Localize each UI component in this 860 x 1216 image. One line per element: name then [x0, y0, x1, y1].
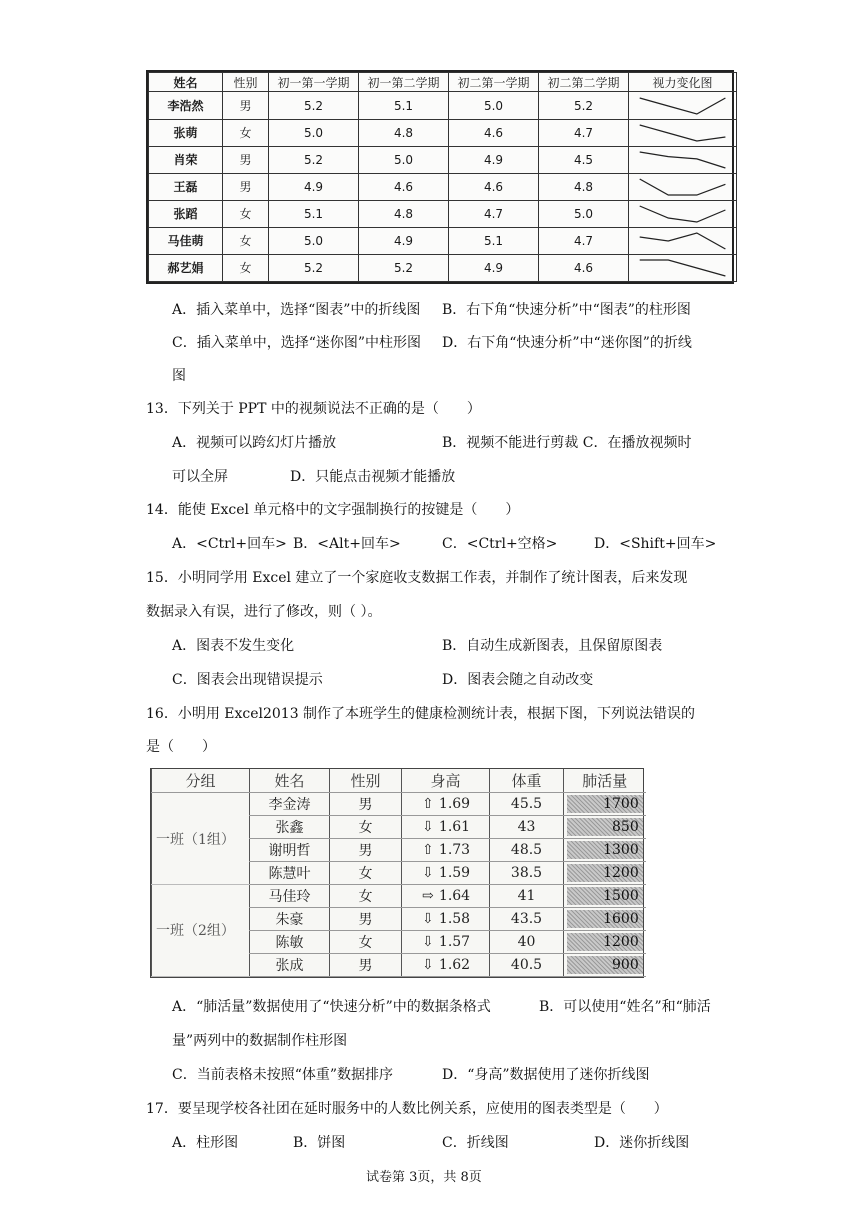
table-cell: 女: [330, 861, 402, 884]
column-header: 肺活量: [564, 769, 646, 793]
q16-stem-line2: 是（ ）: [146, 739, 216, 755]
table-cell: 李金涛: [250, 793, 330, 816]
sparkline-cell: [629, 200, 737, 227]
q17-option-a: A．柱形图: [172, 1135, 239, 1151]
table-cell: 5.1: [449, 227, 539, 254]
table-cell: 郝艺娟: [149, 254, 223, 281]
q12-option-d-continued: 图: [172, 368, 186, 384]
table-cell: 45.5: [490, 793, 564, 816]
table-cell: 4.5: [539, 146, 629, 173]
column-header: 姓名: [250, 769, 330, 793]
table-header-row: [149, 73, 737, 92]
arrow-down-icon: ⇩: [422, 956, 434, 973]
sparkline: [629, 148, 736, 172]
height-value: 1.58: [438, 910, 471, 927]
table-cell: 4.9: [359, 227, 449, 254]
q14-option-d: D．<Shift+回车>: [594, 536, 717, 552]
lung-capacity-cell: [564, 793, 646, 816]
table-row: [149, 227, 737, 254]
q14-option-b: B．<Alt+回车>: [293, 536, 401, 552]
table-cell: 5.2: [539, 92, 629, 119]
table-cell: 男: [223, 173, 269, 200]
height-cell: [402, 816, 490, 839]
table-cell: 肖荣: [149, 146, 223, 173]
column-header: 分组: [152, 769, 250, 793]
lung-capacity-cell: [564, 930, 646, 953]
data-bar: 1300: [567, 841, 643, 859]
sparkline-cell: [629, 227, 737, 254]
height-cell: [402, 839, 490, 862]
lung-capacity-cell: [564, 884, 646, 907]
table-cell: 陈慧叶: [250, 861, 330, 884]
data-bar: 850: [567, 818, 643, 836]
data-bar: 1600: [567, 910, 643, 928]
sparkline-line: [640, 179, 726, 195]
table-cell: 张鑫: [250, 816, 330, 839]
table-cell: 女: [330, 884, 402, 907]
q15-option-b: B．自动生成新图表，且保留原图表: [442, 638, 663, 654]
height-cell: [402, 861, 490, 884]
table-cell: 女: [223, 119, 269, 146]
table-cell: 4.8: [359, 119, 449, 146]
table-row: [149, 200, 737, 227]
table-cell: 女: [223, 200, 269, 227]
q13-option-a: A．视频可以跨幻灯片播放: [172, 435, 337, 451]
sparkline-cell: [629, 119, 737, 146]
table-cell: 4.9: [449, 254, 539, 281]
table-cell: 4.6: [449, 173, 539, 200]
table-cell: 4.6: [359, 173, 449, 200]
table-row: [149, 92, 737, 119]
height-value: 1.69: [438, 796, 471, 813]
page-footer: 试卷第 3页，共 8页: [366, 1170, 482, 1185]
q12-option-c: C．插入菜单中，选择“迷你图”中柱形图: [172, 335, 422, 351]
table-cell: 38.5: [490, 861, 564, 884]
health-table: [150, 768, 644, 978]
table-cell: 李浩然: [149, 92, 223, 119]
table-cell: 43: [490, 816, 564, 839]
sparkline: [629, 256, 736, 280]
table-cell: 5.2: [269, 146, 359, 173]
sparkline: [629, 121, 736, 145]
data-bar: 1700: [567, 795, 643, 813]
sparkline: [629, 202, 736, 226]
q14-option-c: C．<Ctrl+空格>: [442, 536, 558, 552]
q17-stem: 17．要呈现学校各社团在延时服务中的人数比例关系，应使用的图表类型是（ ）: [146, 1101, 668, 1117]
height-value: 1.59: [438, 864, 471, 881]
column-header: 身高: [402, 769, 490, 793]
table-cell: 5.0: [269, 119, 359, 146]
data-bar: 1500: [567, 887, 643, 905]
q14-stem: 14．能使 Excel 单元格中的文字强制换行的按键是（ ）: [146, 502, 520, 518]
sparkline-line: [640, 206, 726, 222]
vision-table: [146, 70, 734, 284]
column-header: 初二第一学期: [449, 73, 539, 92]
table-cell: 男: [330, 839, 402, 862]
table-cell: 马佳玲: [250, 884, 330, 907]
q12-option-d: D．右下角“快速分析”中“迷你图”的折线: [442, 335, 692, 351]
table-cell: 5.0: [359, 146, 449, 173]
q12-option-b: B．右下角“快速分析”中“图表”的柱形图: [442, 302, 691, 318]
column-header: 初一第一学期: [269, 73, 359, 92]
q13-option-d: D．只能点击视频才能播放: [290, 469, 456, 485]
group-cell: 一班（1组）: [152, 793, 250, 885]
lung-capacity-cell: [564, 953, 646, 976]
sparkline-cell: [629, 173, 737, 200]
table-cell: 女: [330, 930, 402, 953]
sparkline: [629, 175, 736, 199]
table-cell: 女: [223, 254, 269, 281]
data-bar: 1200: [567, 933, 643, 951]
table-cell: 女: [330, 816, 402, 839]
table-cell: 5.2: [269, 254, 359, 281]
table-cell: 48.5: [490, 839, 564, 862]
column-header: 视力变化图: [629, 73, 737, 92]
q16-stem-line1: 16．小明用 Excel2013 制作了本班学生的健康检测统计表，根据下图，下列说法错误的: [146, 706, 696, 722]
q13-option-c-continued: 可以全屏: [172, 469, 228, 485]
q17-option-d: D．迷你折线图: [594, 1135, 690, 1151]
height-cell: [402, 953, 490, 976]
column-header: 姓名: [149, 73, 223, 92]
column-header: 性别: [223, 73, 269, 92]
sparkline-line: [640, 260, 726, 276]
table-cell: 谢明哲: [250, 839, 330, 862]
sparkline: [629, 94, 736, 118]
height-cell: [402, 907, 490, 930]
q14-option-a: A．<Ctrl+回车>: [172, 536, 287, 552]
table-cell: 5.0: [539, 200, 629, 227]
sparkline-line: [640, 152, 726, 168]
lung-capacity-cell: [564, 816, 646, 839]
column-header: 体重: [490, 769, 564, 793]
lung-capacity-cell: [564, 861, 646, 884]
data-bar: 1200: [567, 864, 643, 882]
table-header-row: [152, 769, 646, 793]
q17-option-b: B．饼图: [293, 1135, 346, 1151]
q15-stem-line1: 15．小明同学用 Excel 建立了一个家庭收支数据工作表，并制作了统计图表，后来发现: [146, 570, 688, 586]
table-cell: 4.8: [359, 200, 449, 227]
table-cell: 王磊: [149, 173, 223, 200]
height-cell: [402, 793, 490, 816]
q16-option-c: C．当前表格未按照“体重”数据排序: [172, 1067, 394, 1083]
table-cell: 男: [330, 907, 402, 930]
group-cell: 一班（2组）: [152, 884, 250, 976]
table-cell: 41: [490, 884, 564, 907]
height-value: 1.62: [438, 956, 471, 973]
table-row: [149, 254, 737, 281]
sparkline-cell: [629, 92, 737, 119]
table-cell: 5.0: [449, 92, 539, 119]
table-cell: 女: [223, 227, 269, 254]
height-value: 1.57: [438, 933, 471, 950]
table-cell: 马佳萌: [149, 227, 223, 254]
table-cell: 5.1: [269, 200, 359, 227]
arrow-up-icon: ⇧: [422, 841, 434, 858]
table-cell: 4.7: [449, 200, 539, 227]
table-cell: 40: [490, 930, 564, 953]
table-cell: 5.2: [359, 254, 449, 281]
sparkline: [629, 229, 736, 253]
table-row: [149, 119, 737, 146]
q16-option-b-continued: 量”两列中的数据制作柱形图: [172, 1033, 348, 1049]
sparkline-line: [640, 233, 726, 249]
sparkline-line: [640, 125, 726, 141]
arrow-down-icon: ⇩: [422, 864, 434, 881]
data-bar: 900: [567, 956, 643, 974]
column-header: 初一第二学期: [359, 73, 449, 92]
q13-stem: 13．下列关于 PPT 中的视频说法不正确的是（ ）: [146, 401, 481, 417]
height-value: 1.64: [438, 887, 471, 904]
sparkline-cell: [629, 146, 737, 173]
table-cell: 4.9: [449, 146, 539, 173]
lung-capacity-cell: [564, 839, 646, 862]
table-cell: 男: [330, 793, 402, 816]
table-row: [152, 793, 646, 816]
height-value: 1.61: [438, 819, 471, 835]
height-value: 1.73: [438, 841, 471, 858]
arrow-down-icon: ⇩: [422, 933, 434, 950]
arrow-right-icon: ⇨: [422, 887, 434, 904]
table-cell: 4.6: [539, 254, 629, 281]
q15-stem-line2: 数据录入有误，进行了修改，则（ ）。: [146, 604, 382, 620]
table-cell: 4.7: [539, 227, 629, 254]
table-cell: 5.0: [269, 227, 359, 254]
height-cell: [402, 884, 490, 907]
table-cell: 4.9: [269, 173, 359, 200]
table-cell: 男: [330, 953, 402, 976]
column-header: 性别: [330, 769, 402, 793]
height-cell: [402, 930, 490, 953]
table-cell: 4.7: [539, 119, 629, 146]
arrow-down-icon: ⇩: [422, 819, 434, 835]
table-cell: 陈敏: [250, 930, 330, 953]
q15-option-a: A．图表不发生变化: [172, 638, 295, 654]
arrow-up-icon: ⇧: [422, 796, 434, 813]
table-cell: 43.5: [490, 907, 564, 930]
table-cell: 朱豪: [250, 907, 330, 930]
table-cell: 男: [223, 146, 269, 173]
lung-capacity-cell: [564, 907, 646, 930]
table-cell: 张蹈: [149, 200, 223, 227]
q16-option-b: B．可以使用“姓名”和“肺活: [539, 999, 711, 1015]
sparkline-line: [640, 98, 726, 114]
q17-option-c: C．折线图: [442, 1135, 509, 1151]
table-cell: 张成: [250, 953, 330, 976]
table-cell: 张萌: [149, 119, 223, 146]
table-row: [149, 146, 737, 173]
q13-option-bc: B．视频不能进行剪裁 C．在播放视频时: [442, 435, 692, 451]
sparkline-cell: [629, 254, 737, 281]
arrow-down-icon: ⇩: [422, 910, 434, 927]
column-header: 初二第二学期: [539, 73, 629, 92]
table-cell: 40.5: [490, 953, 564, 976]
table-cell: 4.8: [539, 173, 629, 200]
q16-option-a: A．“肺活量”数据使用了“快速分析”中的数据条格式: [172, 999, 491, 1015]
q15-option-c: C．图表会出现错误提示: [172, 672, 323, 688]
q12-option-a: A．插入菜单中，选择“图表”中的折线图: [172, 302, 421, 318]
table-cell: 5.1: [359, 92, 449, 119]
table-row: [149, 173, 737, 200]
table-row: [152, 884, 646, 907]
q15-option-d: D．图表会随之自动改变: [442, 672, 594, 688]
table-cell: 4.6: [449, 119, 539, 146]
table-cell: 男: [223, 92, 269, 119]
q16-option-d: D．“身高”数据使用了迷你折线图: [442, 1067, 650, 1083]
table-cell: 5.2: [269, 92, 359, 119]
